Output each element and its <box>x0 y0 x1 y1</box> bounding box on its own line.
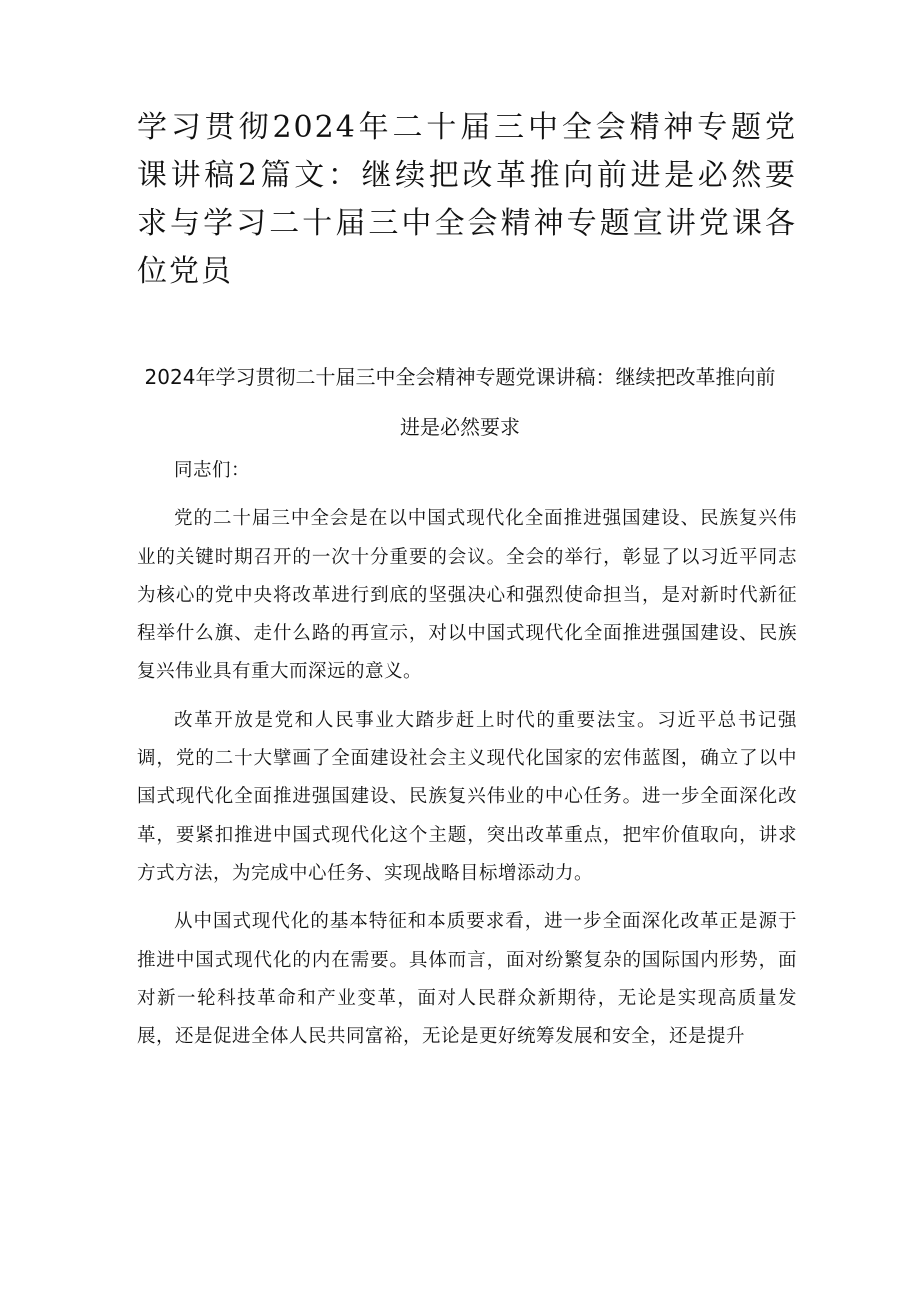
speech-body <box>137 452 797 1066</box>
paragraph-1: 党的二十届三中全会是在以中国式现代化全面推进强国建设、民族复兴伟业的关键时期召开的一次十分重要的会议。全会的举行，彰显了以习近平同志为核心的党中央将改革进行到底的坚强决心和强烈使命担当，是对新时代新征程举什么旗、走什么路的再宣示，对以中国式现代化全面推进强国建设、民族复兴伟业具有重大而深远的意义。 <box>137 508 797 683</box>
paragraph-3: 从中国式现代化的基本特征和本质要求看，进一步全面深化改革正是源于推进中国式现代化的内在需要。具体而言，面对纷繁复杂的国际国内形势，面对新一轮科技革命和产业变革，面对人民群众新期待，无论是实现高质量发展，还是促进全体人民共同富裕，无论是更好统筹发展和安全，还是提升 <box>137 911 797 1048</box>
document-main-title: 学习贯彻2024年二十届三中全会精神专题党课讲稿2篇文：继续把改革推向前进是必然要求与学习二十届三中全会精神专题宣讲党课各位党员 <box>137 110 797 289</box>
speech-title: 2024年学习贯彻二十届三中全会精神专题党课讲稿：继续把改革推向前进是必然要求 <box>144 365 776 439</box>
paragraph-2: 改革开放是党和人民事业大踏步赶上时代的重要法宝。习近平总书记强调，党的二十大擘画了全面建设社会主义现代化国家的宏伟蓝图，确立了以中国式现代化全面推进强国建设、民族复兴伟业的中心任务。进一步全面深化改革，要紧扣推进中国式现代化这个主题，突出改革重点，把牢价值取向，讲求方式方法，为完成中心任务、实现战略目标增添动力。 <box>137 709 797 884</box>
greeting-line: 同志们： <box>174 460 251 481</box>
